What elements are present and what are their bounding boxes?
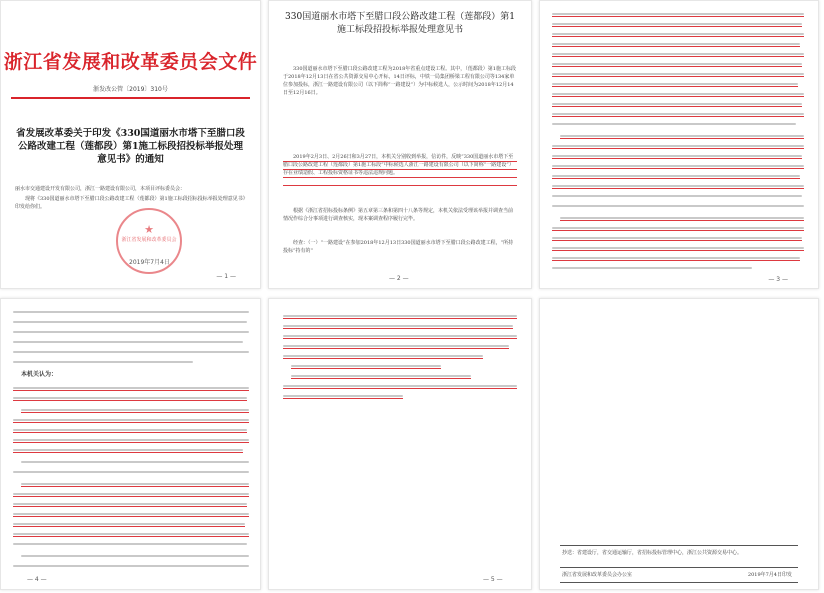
text-line: [552, 165, 804, 167]
footer-rule: [560, 545, 798, 546]
text-line: [552, 113, 804, 115]
red-underline: [13, 536, 249, 537]
text-line: [552, 145, 804, 147]
red-underline: [283, 398, 403, 399]
text-line: [13, 341, 243, 343]
opinion-title: 330国道丽水市塔下至腊口段公路改建工程（莲都段）第1施工标段招投标举报处理意见书: [285, 12, 515, 35]
text-line: [283, 335, 517, 337]
text-line: [291, 375, 471, 377]
paragraph: 330国道丽水市塔下至腊口段公路改建工程为2018年省重点建设工程。其中，（莲都段）第1施工标段于2018年12月13日在省公共资源交易中心开标，14日评标，中铁一局集团桥梁工程有限公司等134家单位参加投标，浙江一路建设有限公司（以下简称“一路建设”）为中标候选人，公示时间为2018年12月14日至12月16日。: [283, 66, 516, 96]
red-underline: [552, 66, 802, 67]
text-line: [552, 247, 804, 249]
text-line: [13, 429, 247, 431]
seal-star-icon: ★: [144, 223, 154, 236]
document-page-5: [268, 298, 532, 590]
red-underline: [283, 338, 517, 339]
red-underline: [283, 185, 517, 186]
footer-rule: [560, 582, 798, 583]
text-line: [552, 13, 804, 15]
notice-title: 省发展改革委关于印发《330国道丽水市塔下至腊口段公路改建工程（莲都段）第1施工标段招投标举报处理意见书》的通知: [16, 128, 245, 165]
red-underline: [560, 138, 804, 139]
red-underline: [13, 400, 247, 401]
footer-rule: [560, 567, 798, 568]
text-line: [552, 53, 804, 55]
text-line: [552, 93, 804, 95]
red-underline: [552, 178, 800, 179]
text-line: [552, 257, 800, 259]
page-number: — 2 —: [389, 275, 409, 282]
red-underline: [552, 86, 798, 87]
text-line: [552, 175, 800, 177]
text-line: [13, 493, 249, 495]
text-line: [13, 351, 249, 353]
red-underline: [552, 250, 804, 251]
text-line: [552, 155, 802, 157]
red-underline: [552, 96, 804, 97]
text-line: [283, 355, 483, 357]
document-page-6: [539, 298, 819, 590]
document-header: 浙江省发展和改革委员会文件: [3, 51, 258, 73]
red-underline: [291, 378, 471, 379]
red-underline: [283, 348, 509, 349]
text-line: [13, 543, 247, 545]
red-underline: [283, 388, 517, 389]
red-underline: [13, 506, 247, 507]
red-underline: [13, 496, 249, 497]
text-line: [13, 471, 249, 473]
document-page-4: [0, 298, 261, 590]
red-underline: [552, 260, 800, 261]
red-underline: [283, 328, 513, 329]
text-line: [560, 135, 804, 137]
red-underline: [552, 116, 804, 117]
text-line: [21, 555, 249, 557]
text-line: [552, 237, 802, 239]
text-line: [552, 205, 804, 207]
text-line: [13, 397, 247, 399]
issue-date: 2019年7月4日印发: [747, 572, 792, 578]
red-underline: [291, 368, 441, 369]
red-underline: [283, 161, 517, 162]
red-underline: [283, 318, 517, 319]
red-underline: [552, 168, 804, 169]
text-line: [13, 533, 249, 535]
text-line: [283, 395, 403, 397]
red-underline: [13, 452, 243, 453]
text-line: [552, 33, 804, 35]
text-line: [13, 311, 249, 313]
text-line: [552, 267, 752, 269]
red-divider: [11, 97, 250, 99]
paragraph: 根据《浙江省招标投标条例》第五章第三条和第四十八条等规定，本机关依法受理该举报并调查当前情况作综合分事项进行调查核实，现本案调查程序履行完毕。: [283, 208, 514, 222]
red-underline: [283, 177, 517, 178]
text-line: [13, 387, 249, 389]
text-line: [13, 331, 249, 333]
red-underline: [552, 106, 802, 107]
red-underline: [21, 486, 249, 487]
red-underline: [552, 76, 804, 77]
red-underline: [552, 46, 800, 47]
text-line: [21, 409, 249, 411]
text-line: [21, 483, 249, 485]
issuer: 浙江省发展和改革委员会办公室: [562, 572, 633, 578]
text-line: [13, 565, 249, 567]
text-line: [13, 439, 249, 441]
red-underline: [13, 390, 249, 391]
red-underline: [283, 358, 483, 359]
red-underline: [552, 158, 802, 159]
text-line: [283, 385, 517, 387]
page-number: — 1 —: [216, 273, 236, 280]
notice-body: 现将《330国道丽水市塔下至腊口段公路改建工程（莲都段）第1施工标段招标投标举报处理意见书》印发给你们。: [15, 196, 246, 210]
section-heading: 本机关认为：: [21, 371, 58, 378]
text-line: [552, 103, 802, 105]
red-underline: [552, 188, 804, 189]
red-underline: [283, 169, 517, 170]
red-underline: [552, 56, 804, 57]
text-line: [283, 325, 513, 327]
red-underline: [560, 220, 804, 221]
document-page-2: [268, 0, 532, 289]
page-number: — 5 —: [483, 576, 503, 583]
red-underline: [13, 422, 249, 423]
addressees: 丽水市交通建设开发有限公司，浙江一路建设有限公司，本项目评标委员会：: [15, 186, 186, 192]
text-line: [21, 461, 249, 463]
text-line: [283, 315, 517, 317]
text-line: [13, 321, 247, 323]
red-underline: [552, 240, 802, 241]
page-number: — 4 —: [27, 576, 47, 583]
text-line: [552, 123, 796, 125]
text-line: [13, 503, 247, 505]
text-line: [13, 513, 249, 515]
text-line: [552, 227, 804, 229]
text-line: [552, 195, 802, 197]
notice-date: 2019年7月4日: [129, 259, 170, 266]
text-line: [291, 365, 441, 367]
red-underline: [552, 36, 804, 37]
text-line: [13, 361, 193, 363]
red-underline: [552, 230, 804, 231]
text-line: [552, 185, 804, 187]
paragraph: 经查：（一）“一路建设”在参加2018年12月13日330国道丽水市塔下至腊口段公路改建工程，“所持投标”持有的“: [283, 240, 514, 254]
red-underline: [13, 526, 245, 527]
document-page-3: [539, 0, 819, 289]
red-underline: [552, 148, 804, 149]
text-line: [13, 449, 243, 451]
seal-text: 浙江省发展和改革委员会: [121, 237, 177, 243]
red-underline: [552, 26, 802, 27]
text-line: [560, 217, 804, 219]
text-line: [552, 23, 802, 25]
document-page-1: [0, 0, 261, 289]
text-line: [552, 63, 802, 65]
red-underline: [13, 442, 249, 443]
text-line: [552, 43, 800, 45]
text-line: [13, 523, 245, 525]
page-number: — 3 —: [768, 276, 788, 283]
text-line: [552, 83, 798, 85]
paragraph: 2019年2月3日、2月26日和3月27日，本机关分别收到举报，信访件，反映“330国道丽水市塔下至腊口段公路改建工程（莲都段）第1施工标段”中标候选人浙江一路建设有限公司（以下简称“一路建设”）存在业绩造假、工程投标资格证书等违法违规问题。: [283, 154, 514, 176]
red-underline: [21, 412, 249, 413]
red-underline: [13, 516, 249, 517]
red-underline: [552, 16, 804, 17]
text-line: [13, 419, 249, 421]
red-underline: [13, 432, 247, 433]
text-line: [283, 345, 509, 347]
text-line: [552, 73, 804, 75]
cc-list: 抄送：省建设厅，省交通运输厅，省招标投标管理中心，浙江公共资源交易中心。: [562, 550, 743, 556]
document-number: 浙发改公管〔2019〕310号: [93, 86, 168, 93]
